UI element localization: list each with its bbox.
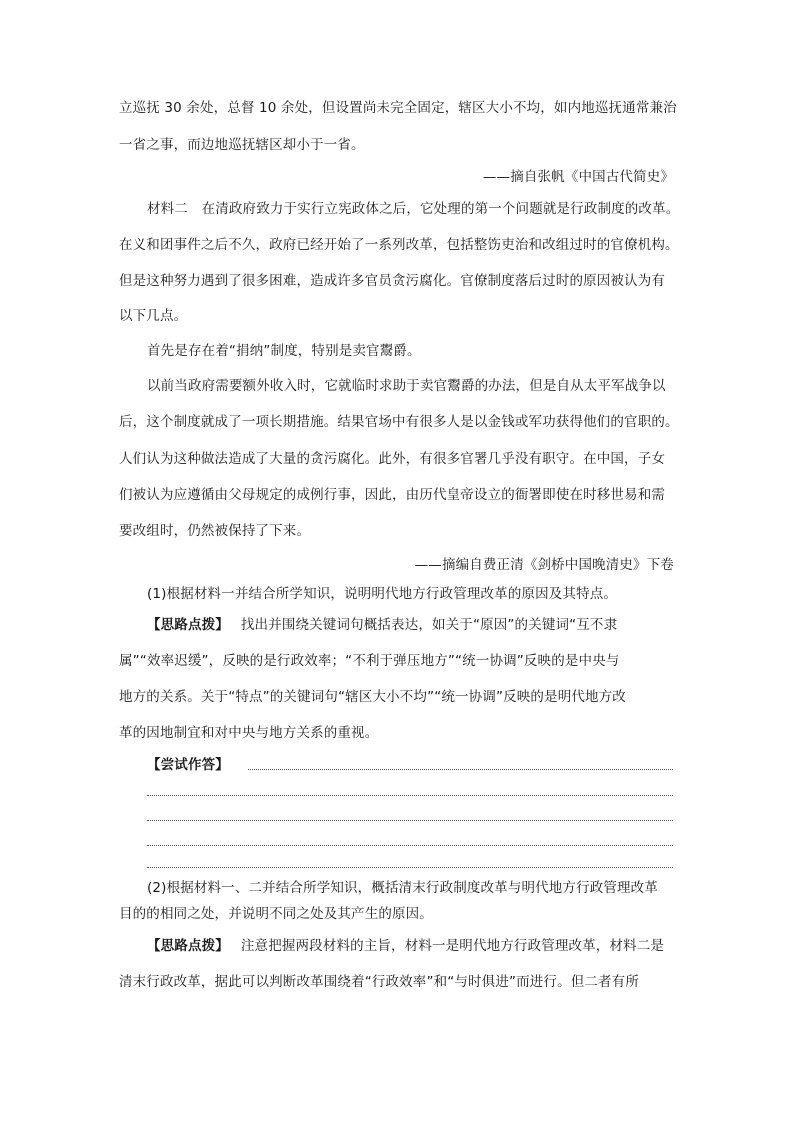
question-2: (2)根据材料一、二并结合所学知识，概括清末行政制度改革与明代地方行政管理改革 [147, 880, 658, 896]
text-line: 材料二 在清政府致力于实行立宪政体之后，它处理的第一个问题就是行政制度的改革。 [147, 201, 680, 217]
answer-line[interactable] [147, 795, 673, 796]
text-line: 以下几点。 [119, 308, 188, 324]
question-1: (1)根据材料一并结合所学知识，说明明代地方行政管理改革的原因及其特点。 [147, 586, 618, 602]
answer-line[interactable] [147, 867, 673, 868]
answer-line[interactable] [147, 845, 673, 846]
text-line: 一省之事，而边地巡抚辖区却小于一省。 [119, 137, 365, 153]
text-line: 以前当政府需要额外收入时，它就临时求助于卖官鬻爵的办法，但是自从太平军战争以 [147, 378, 666, 394]
text-line: 们被认为应遵循由父母规定的成例行事，因此，由历代皇帝设立的衙署即使在时移世易和需 [119, 487, 665, 503]
answer-line[interactable] [248, 769, 673, 770]
text-line: 在义和团事件之后不久，政府已经开始了一系列改革，包括整饬吏治和改组过时的官僚机构。 [119, 237, 679, 253]
text-line: 后，这个制度就成了一项长期措施。结果官场中有很多人是以金钱或军功获得他们的官职的。 [119, 414, 679, 430]
hint-line: 【思路点拨】 注意把握两段材料的主旨，材料一是明代地方行政管理改革，材料二是 [147, 938, 665, 954]
text-line: 革的因地制宜和对中央与地方关系的重视。 [119, 725, 379, 741]
answer-label: 【尝试作答】 [147, 757, 229, 773]
hint-line: 【思路点拨】 找出并围绕关键词句概括表达，如关于“原因”的关键词“互不隶 [147, 617, 618, 633]
text-line: 立巡抚 30 余处，总督 10 余处，但设置尚未完全固定，辖区大小不均，如内地巡抚通常兼治 [119, 100, 677, 116]
source-citation: ——摘自张帆《中国古代简史》 [482, 169, 674, 185]
text-line: 属”“效率迟缓”，反映的是行政效率；“不利于弹压地方”“统一协调”反映的是中央与 [119, 653, 620, 669]
source-citation: ——摘编自费正清《剑桥中国晚清史》下卷 [414, 557, 674, 573]
text-line: 要改组时，仍然被保持了下来。 [119, 523, 311, 539]
text-line: 首先是存在着“捐纳”制度，特别是卖官鬻爵。 [147, 343, 421, 359]
hint-label: 【思路点拨】 [147, 938, 229, 954]
answer-line[interactable] [147, 820, 673, 821]
text-line: 目的的相同之处，并说明不同之处及其产生的原因。 [119, 906, 433, 922]
text-line: 地方的关系。关于“特点”的关键词句“辖区大小不均”“统一协调”反映的是明代地方改 [119, 689, 626, 705]
text-line: 人们认为这种做法造成了大量的贪污腐化。此外，有很多官署几乎没有职守。在中国，子女 [119, 451, 665, 467]
hint-label: 【思路点拨】 [147, 617, 229, 633]
text-line: 清末行政改革，据此可以判断改革围绕着“行政效率”和“与时俱进”而进行。但二者有所 [119, 974, 639, 990]
text-line: 但是这种努力遇到了很多困难，造成许多官员贪污腐化。官僚制度落后过时的原因被认为有 [119, 273, 665, 289]
